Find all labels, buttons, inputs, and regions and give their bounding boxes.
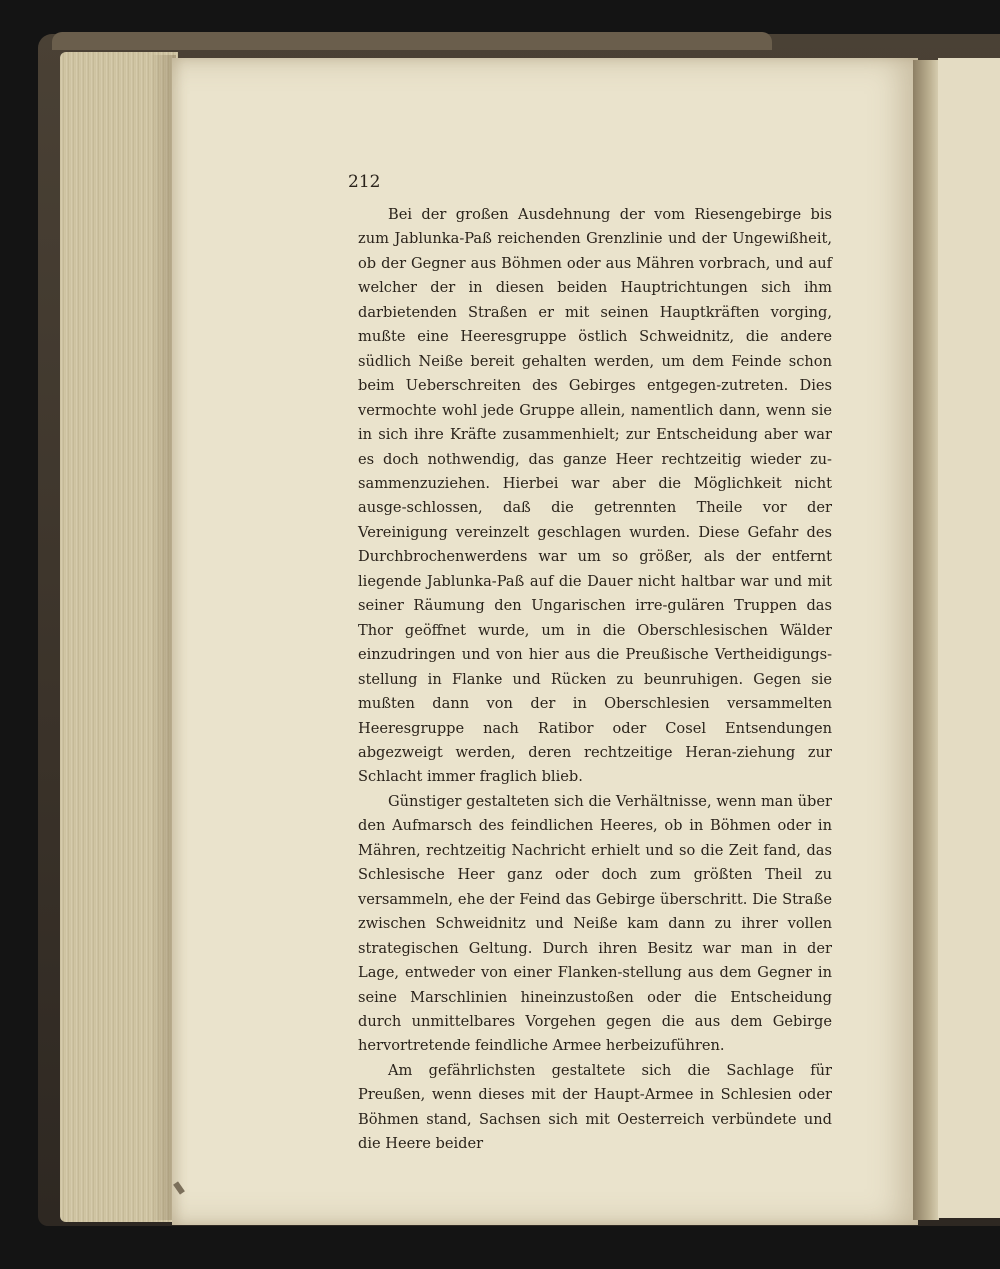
book-cover-edge <box>52 32 772 50</box>
page-text <box>358 203 832 1157</box>
paragraph: Am gefährlichsten gestaltete sich die Sachlage für Preußen, wenn dieses mit der Haupt-Armee in Schlesien oder Böhmen stand, Sachsen sich mit Oesterreich verbündete und die Heere beider <box>358 1061 832 1153</box>
book-page <box>172 58 918 1225</box>
page-gutter <box>913 60 939 1220</box>
paragraph: Günstiger gestalteten sich die Verhältnisse, wenn man über den Aufmarsch des feindlichen Heeres, ob in Böhmen oder in Mähren, rechtzeitig Nachricht erhielt und so die Zeit fand, das Schlesische Heer ganz oder doch zum größten Theil zu versammeln, ehe der Feind das Gebirge überschritt. Die Straße zwischen Schweidnitz und Neiße kam dann zu ihrer vollen strategischen Geltung. Durch ihren Besitz war man in der Lage, entweder von einer Flanken-stellung aus dem Gegner in seine Marschlinien hineinzustoßen oder die Entscheidung durch unmittelbares Vorgehen gegen die aus dem Gebirge hervortretende feindliche Armee herbeizuführen. <box>358 792 832 1055</box>
paragraph: Bei der großen Ausdehnung der vom Riesengebirge bis zum Jablunka-Paß reichenden Grenzlinie und der Ungewißheit, ob der Gegner aus Böhmen oder aus Mähren vorbrach, und auf welcher der in diesen beiden Hauptrichtungen sich ihm darbietenden Straßen er mit seinen Hauptkräften vorging, mußte eine Heeresgruppe östlich Schweidnitz, die andere südlich Neiße bereit gehalten werden, um dem Feinde schon beim Ueberschreiten des Gebirges entgegen-zutreten. Dies vermochte wohl jede Gruppe allein, namentlich dann, wenn sie in sich ihre Kräfte zusammenhielt; zur Entscheidung aber war es doch nothwendig, das ganze Heer rechtzeitig wieder zu-sammenzuziehen. Hierbei war aber die Möglichkeit nicht ausge-schlossen, daß die getrennten Theile vor der Vereinigung vereinzelt geschlagen wurden. Diese Gefahr des Durchbrochenwerdens war um so größer, als der entfernt liegende Jablunka-Paß auf die Dauer nicht haltbar war und mit seiner Räumung den Ungarischen irre-gulären Truppen das Thor geöffnet wurde, um in die Oberschlesischen Wälder einzudringen und von hier aus die Preußische Vertheidigungs-stellung in Flanke und Rücken zu beunruhigen. Gegen sie mußten dann von der in Oberschlesien versammelten Heeresgruppe nach Ratibor oder Cosel Entsendungen abgezweigt werden, deren rechtzeitige Heran-ziehung zur Schlacht immer fraglich blieb. <box>358 206 832 786</box>
facing-page <box>938 58 1000 1218</box>
page-number: 212 <box>348 172 381 192</box>
